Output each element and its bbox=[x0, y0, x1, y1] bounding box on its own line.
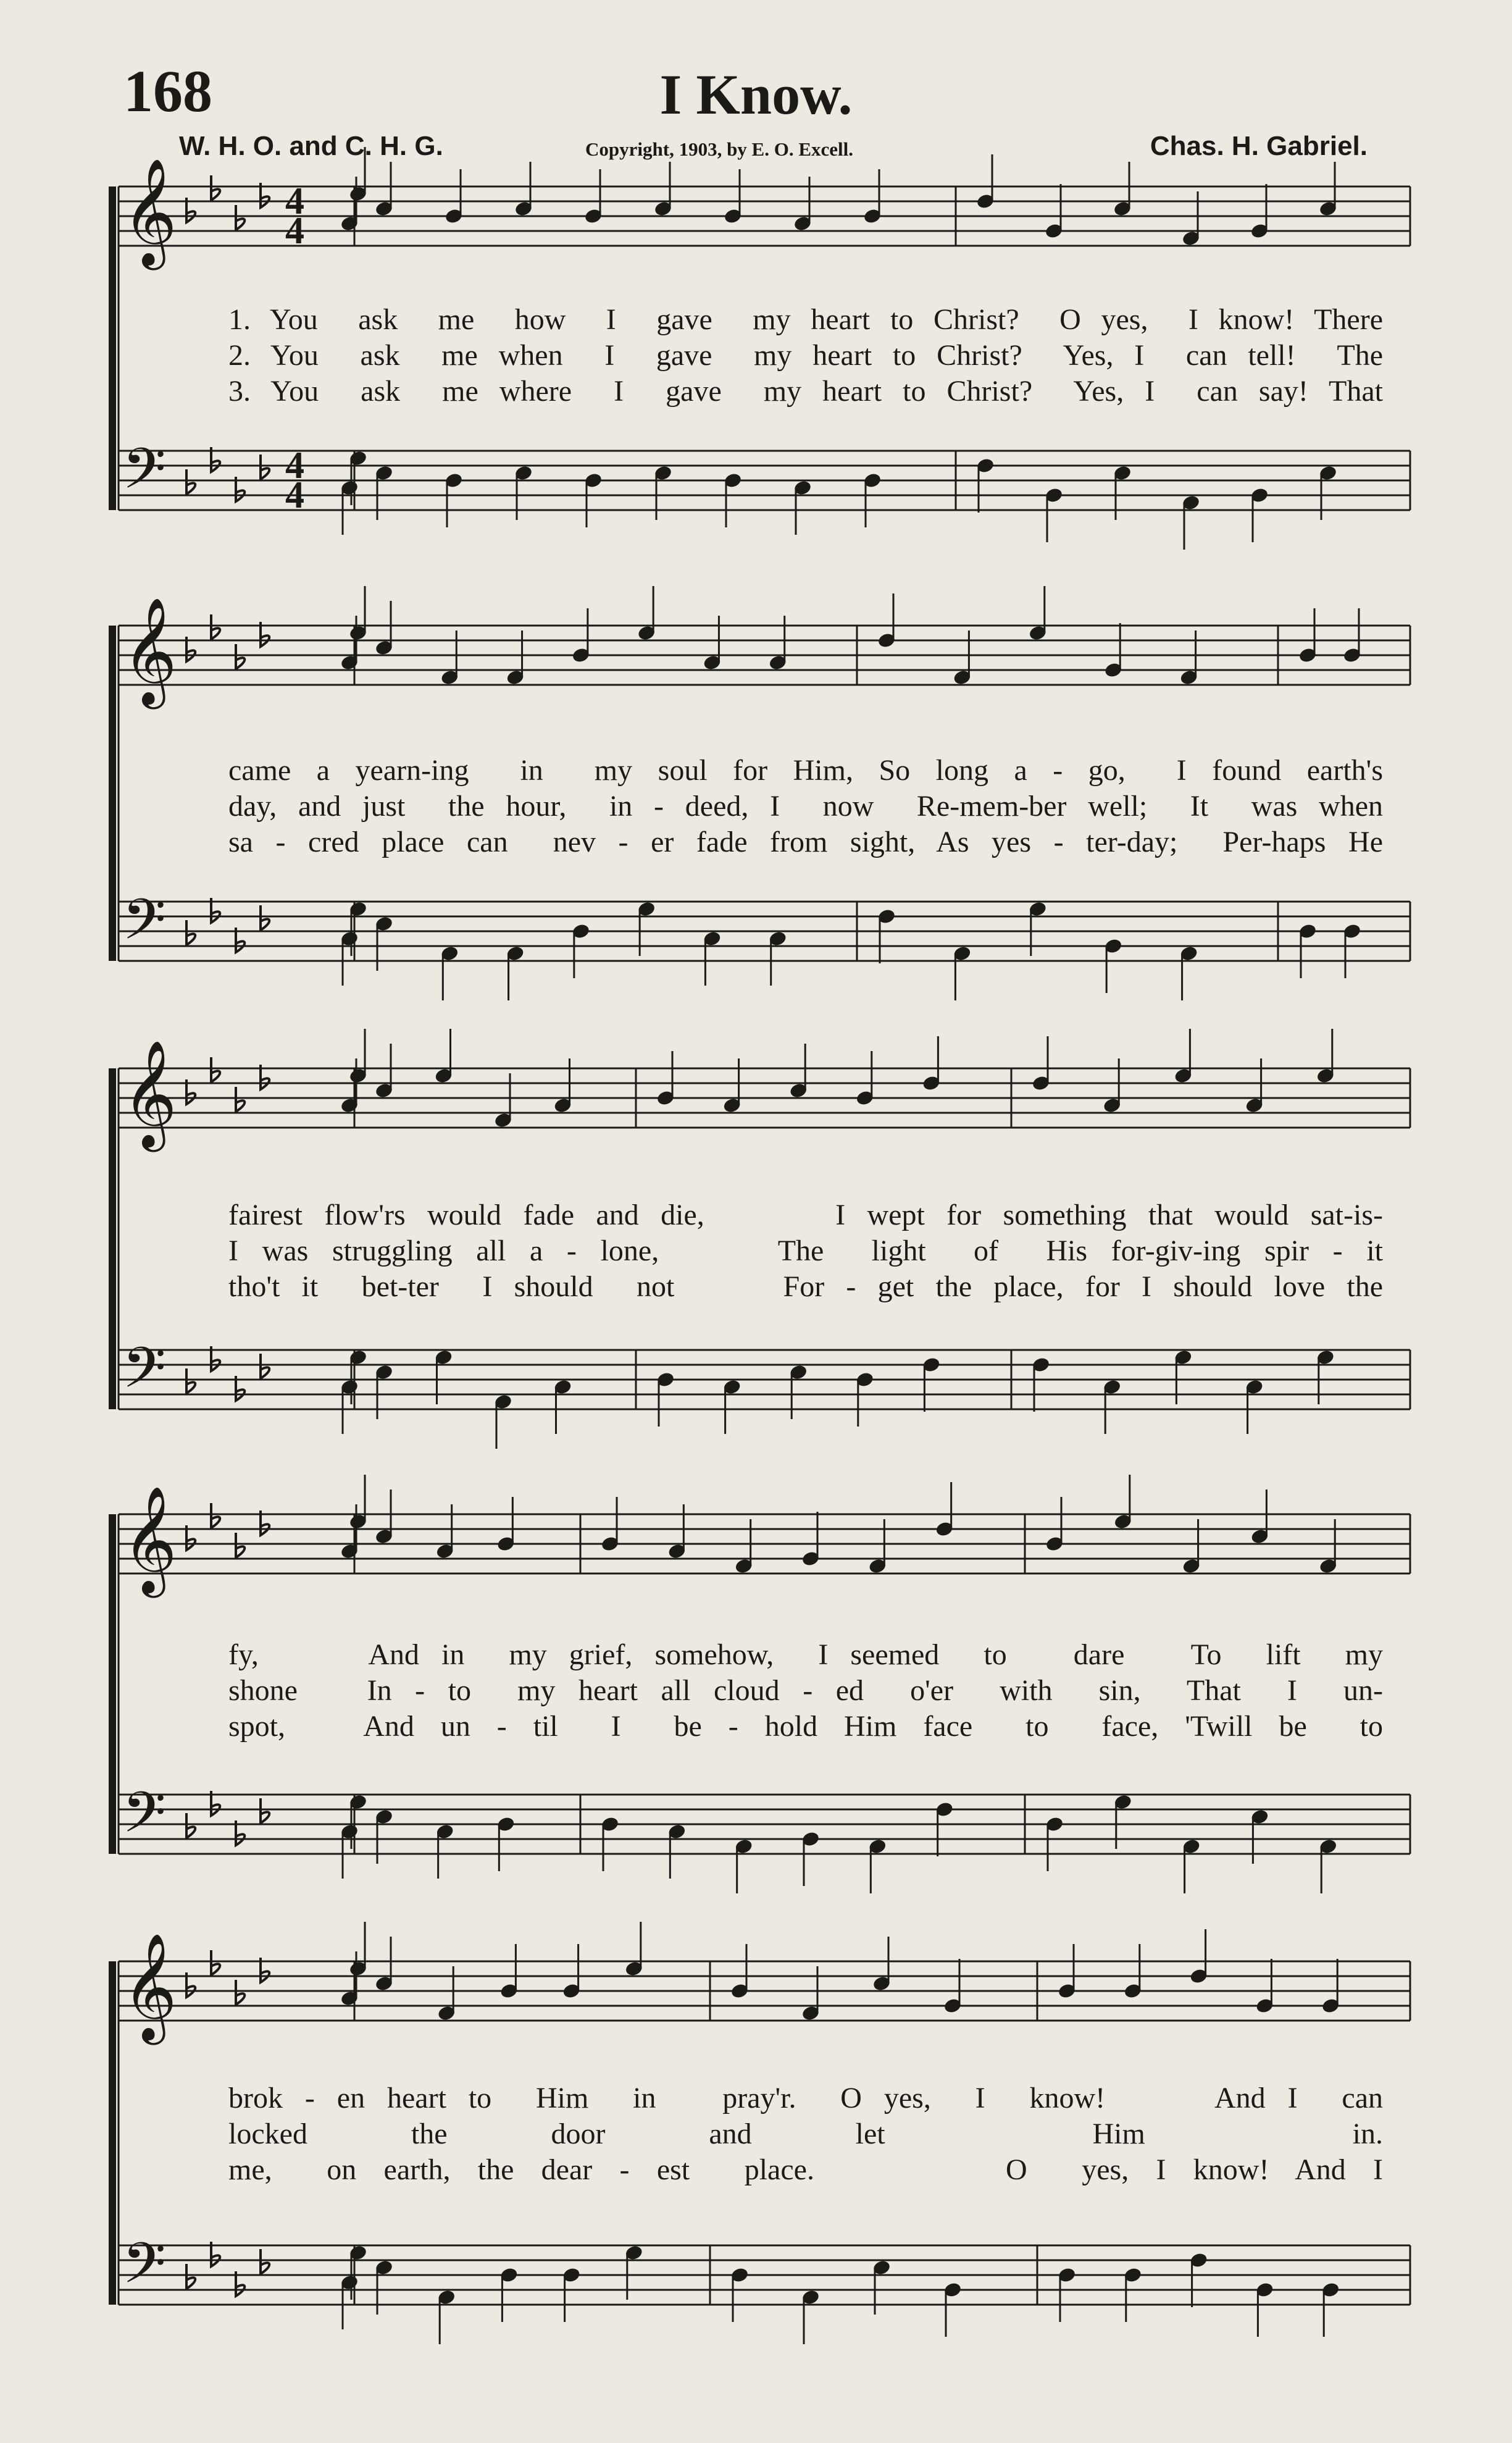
treble-clef: 𝄞 bbox=[122, 1486, 177, 1593]
treble-clef: 𝄞 bbox=[122, 158, 177, 266]
system-brace bbox=[109, 1068, 116, 1409]
lyric-line: tho't it bet-ter I should not For - get the place, for I should love the bbox=[228, 1270, 1383, 1303]
lyric-line: day, and just the hour, in - deed, I now Re-mem-ber well; It was when bbox=[228, 790, 1383, 823]
bass-clef: 𝄢 bbox=[122, 2231, 166, 2310]
flat-sign bbox=[261, 2249, 269, 2274]
time-signature-digit: 4 bbox=[285, 474, 304, 516]
flat-sign bbox=[236, 1087, 244, 1112]
treble-clef: 𝄞 bbox=[122, 1933, 177, 2040]
flat-sign bbox=[211, 614, 220, 639]
flat-sign bbox=[261, 455, 269, 479]
flat-sign bbox=[186, 469, 195, 494]
bass-clef: 𝄢 bbox=[122, 436, 166, 515]
lyric-line: 2. You ask me when I gave my heart to Christ? Yes, I can tell! The bbox=[228, 339, 1383, 372]
system-brace bbox=[109, 626, 116, 961]
page-number: 168 bbox=[123, 58, 212, 124]
lyric-line: sa - cred place can nev - er fade from sight, As yes - ter-day; Per-haps He bbox=[228, 826, 1383, 858]
system-brace bbox=[109, 1514, 116, 1854]
flat-sign bbox=[186, 1813, 195, 1838]
system-brace bbox=[109, 1961, 116, 2305]
flat-sign bbox=[261, 1354, 269, 1378]
flat-sign bbox=[186, 920, 195, 945]
bass-clef: 𝄢 bbox=[122, 1780, 166, 1859]
copyright-notice: Copyright, 1903, by E. O. Excell. bbox=[585, 138, 854, 160]
lyric-line: 1. You ask me how I gave my heart to Christ? O yes, I know! There bbox=[228, 303, 1383, 336]
flat-sign bbox=[211, 1057, 220, 1082]
hymn-title: I Know. bbox=[659, 63, 853, 126]
treble-clef: 𝄞 bbox=[122, 1040, 177, 1147]
flat-sign bbox=[186, 1368, 195, 1393]
flat-sign bbox=[211, 175, 220, 200]
lyric-line: fairest flow'rs would fade and die, I wept for something that would sat-is- bbox=[228, 1199, 1383, 1231]
lyric-line: me, on earth, the dear - est place. O yes, I know! And I bbox=[228, 2153, 1383, 2186]
bass-clef: 𝄢 bbox=[122, 887, 166, 966]
time-signature-digit: 4 bbox=[285, 210, 304, 252]
lyricist-credit: W. H. O. and C. H. G. bbox=[179, 131, 443, 161]
flat-sign bbox=[186, 2264, 195, 2289]
flat-sign bbox=[261, 1798, 269, 1823]
composer-credit: Chas. H. Gabriel. bbox=[1150, 131, 1368, 161]
lyric-line: brok - en heart to Him in pray'r. O yes, I know! And I can bbox=[228, 2082, 1383, 2114]
flat-sign bbox=[236, 205, 244, 230]
flat-sign bbox=[236, 1533, 244, 1557]
lyric-line: spot, And un - til I be - hold Him face to face, 'Twill be to bbox=[228, 1710, 1383, 1743]
lyric-line: 3. You ask me where I gave my heart to Christ? Yes, I can say! That bbox=[228, 375, 1383, 408]
lyric-line: locked the door and let Him in. bbox=[228, 2118, 1383, 2150]
flat-sign bbox=[236, 1980, 244, 2005]
bass-clef: 𝄢 bbox=[122, 1335, 166, 1414]
lyric-line: fy, And in my grief, somehow, I seemed to dare To lift my bbox=[228, 1638, 1383, 1671]
treble-clef: 𝄞 bbox=[122, 597, 177, 705]
flat-sign bbox=[211, 1950, 220, 1975]
time-signature-digit: 4 bbox=[285, 180, 304, 222]
system-brace bbox=[109, 186, 116, 510]
flat-sign bbox=[211, 1503, 220, 1528]
lyric-line: came a yearn-ing in my soul for Him, So long a - go, I found earth's bbox=[228, 754, 1383, 787]
flat-sign bbox=[236, 644, 244, 669]
lyric-line: I was struggling all a - lone, The light of His for-giv-ing spir - it bbox=[228, 1234, 1383, 1267]
lyric-line: shone In - to my heart all cloud - ed o'er with sin, That I un- bbox=[228, 1674, 1383, 1707]
flat-sign bbox=[261, 905, 269, 930]
time-signature-digit: 4 bbox=[285, 445, 304, 487]
